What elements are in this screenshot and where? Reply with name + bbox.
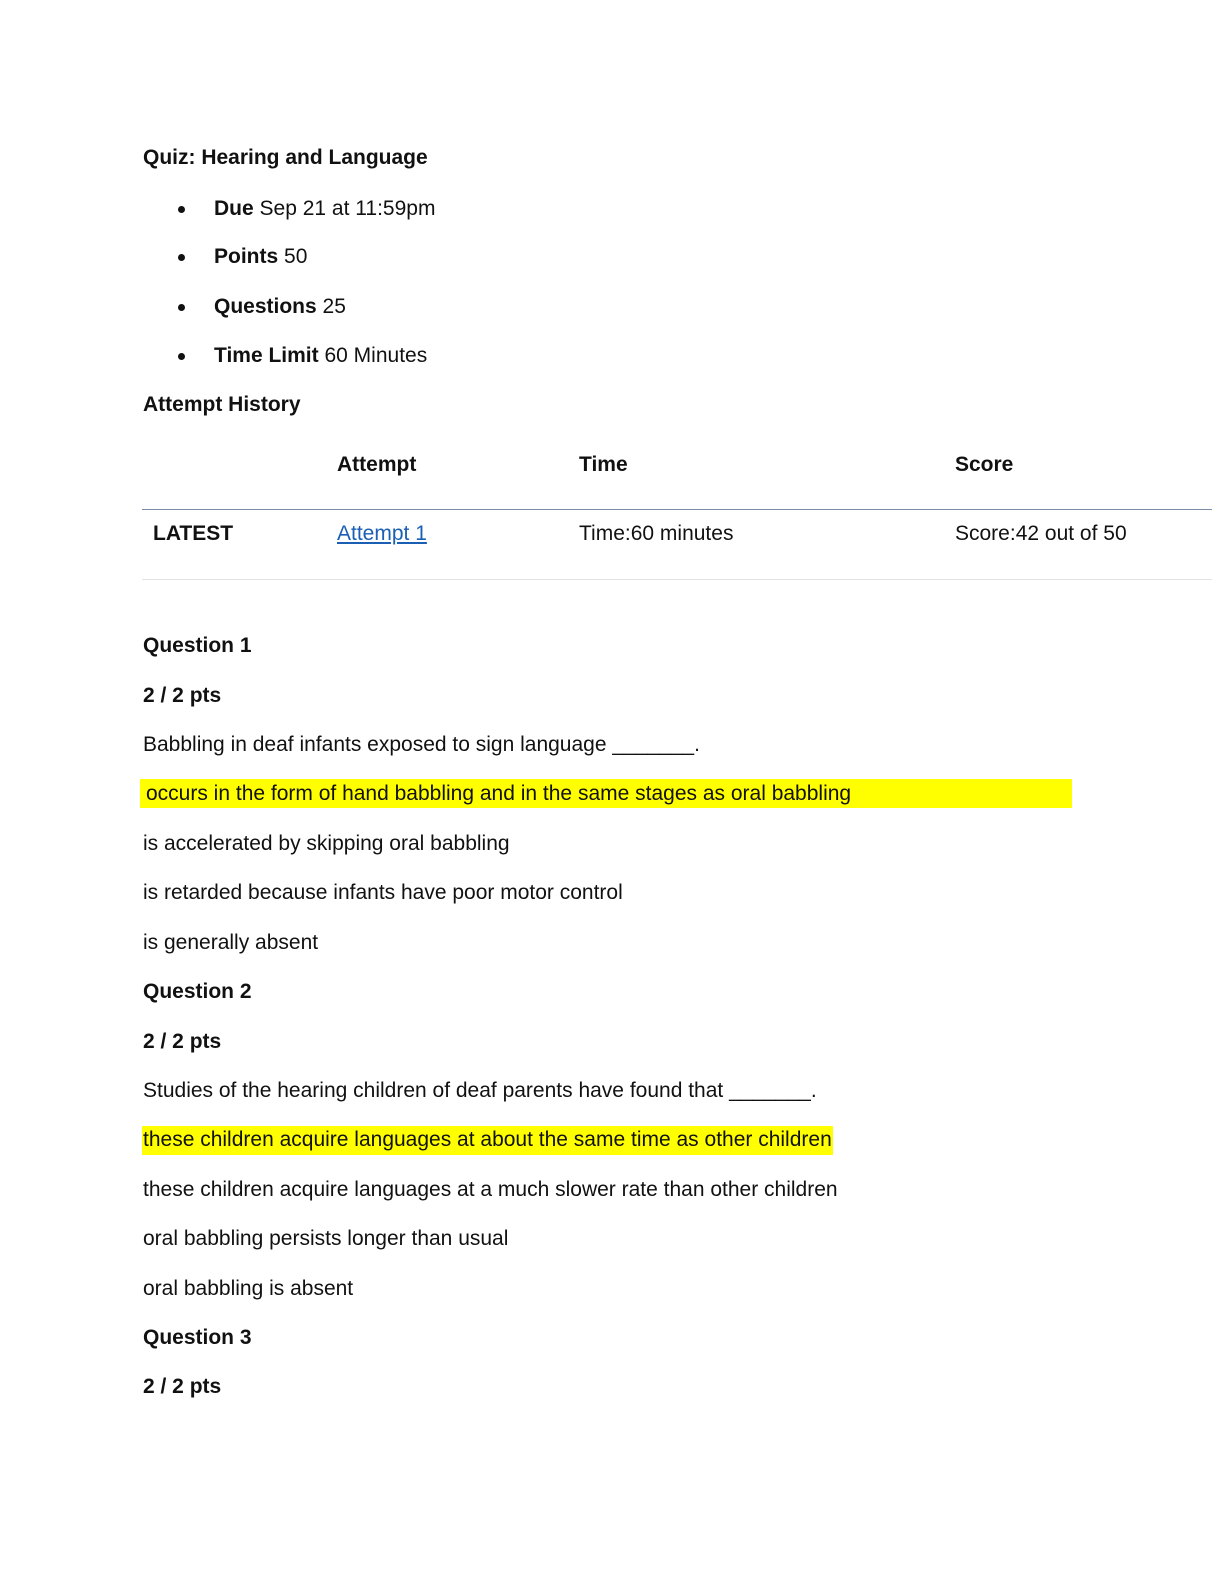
attempt-time: Time:60 minutes — [579, 522, 734, 545]
question-1-answer-2: is accelerated by skipping oral babbling — [143, 832, 510, 855]
detail-value: 60 Minutes — [324, 344, 428, 367]
attempt-score: Score:42 out of 50 — [955, 522, 1127, 545]
question-2-title: Question 2 — [143, 980, 252, 1003]
detail-questions — [0, 293, 600, 321]
detail-key: Points — [214, 245, 279, 268]
detail-value: 50 — [284, 245, 308, 268]
detail-due — [0, 195, 600, 223]
bullet-icon — [178, 206, 185, 213]
attempt-history-heading: Attempt History — [143, 393, 301, 416]
detail-key: Questions — [214, 295, 317, 318]
question-2-points: 2 / 2 pts — [143, 1030, 222, 1053]
table-header-divider — [142, 509, 1212, 510]
attempt-1-link[interactable]: Attempt 1 — [337, 522, 427, 545]
question-2-answer-3: oral babbling persists longer than usual — [143, 1227, 509, 1250]
quiz-title: Quiz: Hearing and Language — [143, 146, 428, 169]
bullet-icon — [178, 353, 185, 360]
question-1-answer-3: is retarded because infants have poor motor control — [143, 881, 623, 904]
question-3-title: Question 3 — [143, 1326, 252, 1349]
bullet-icon — [178, 254, 185, 261]
column-header-attempt: Attempt — [337, 453, 417, 476]
detail-key: Due — [214, 197, 254, 220]
question-1-title: Question 1 — [143, 634, 252, 657]
question-1-points: 2 / 2 pts — [143, 684, 222, 707]
column-header-score: Score — [955, 453, 1014, 476]
question-2-answer-1: these children acquire languages at about the same time as other children — [142, 1126, 833, 1155]
table-row-divider — [142, 579, 1212, 580]
question-1-answer-4: is generally absent — [143, 931, 319, 954]
detail-value: 25 — [322, 295, 346, 318]
question-2-answer-4: oral babbling is absent — [143, 1277, 354, 1300]
question-2-answer-2: these children acquire languages at a much slower rate than other children — [143, 1178, 838, 1201]
detail-key: Time Limit — [214, 344, 319, 367]
latest-label: LATEST — [153, 522, 234, 545]
question-1-prompt: Babbling in deaf infants exposed to sign language _______. — [143, 733, 700, 756]
question-3-points: 2 / 2 pts — [143, 1375, 222, 1398]
detail-value: Sep 21 at 11:59pm — [259, 197, 436, 220]
question-1-answer-1: occurs in the form of hand babbling and in the same stages as oral babbling — [146, 782, 852, 805]
question-2-prompt: Studies of the hearing children of deaf parents have found that _______. — [143, 1079, 817, 1102]
bullet-icon — [178, 304, 185, 311]
detail-time-limit — [0, 342, 600, 370]
column-header-time: Time — [579, 453, 628, 476]
detail-points — [0, 243, 600, 271]
